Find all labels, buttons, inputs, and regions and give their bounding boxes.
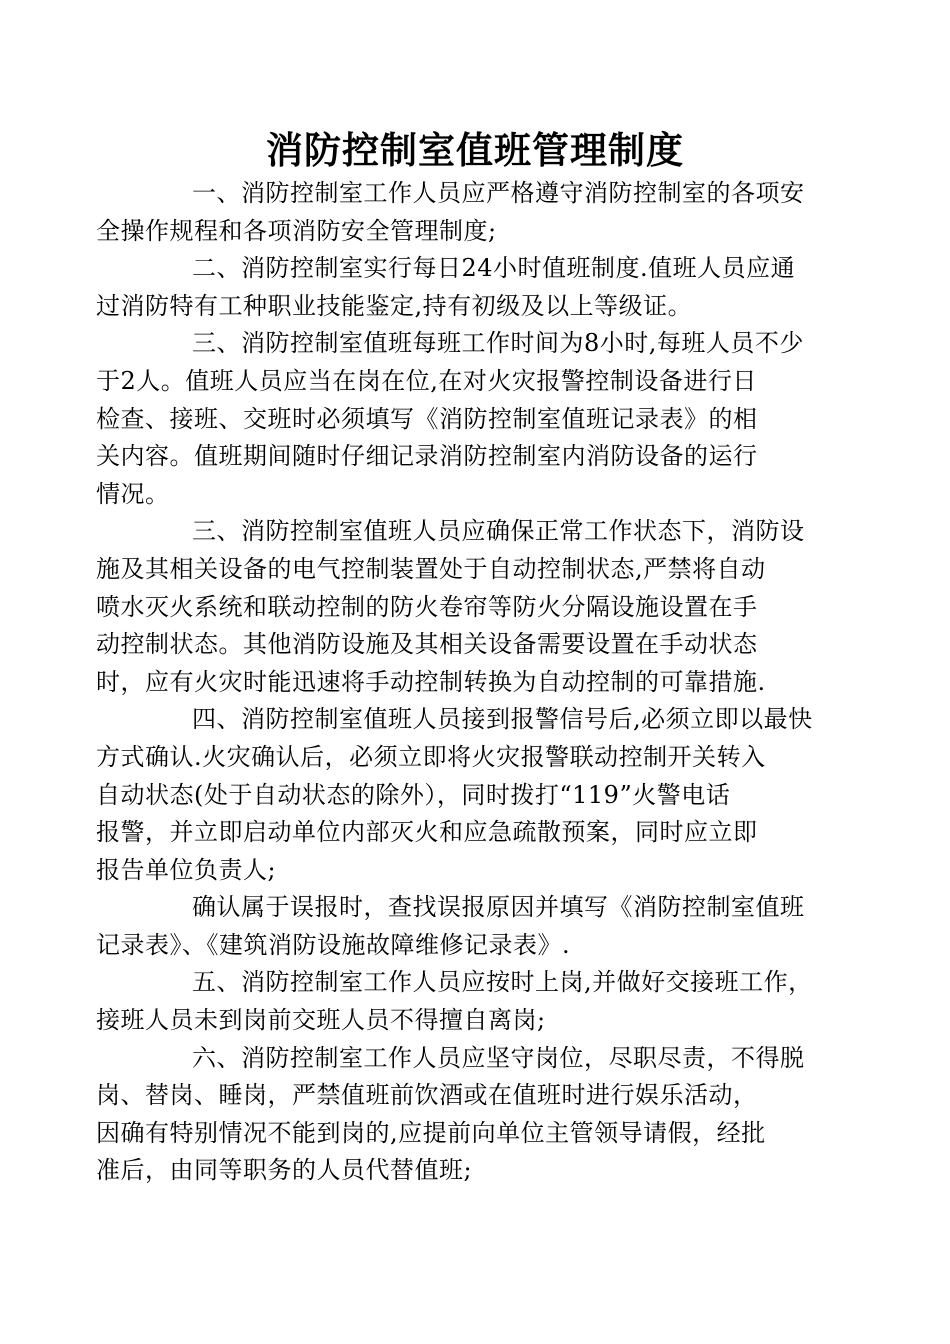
paragraph-line: 报告单位负责人; [96, 855, 277, 884]
paragraph-line: 一、消防控制室工作人员应严格遵守消防控制室的各项安 [192, 179, 805, 207]
paragraph [96, 250, 806, 325]
document-title: 消防控制室值班管理制度 [266, 129, 684, 172]
paragraph-line: 全操作规程和各项消防安全管理制度; [96, 216, 497, 245]
paragraph-line: 五、消防控制室工作人员应按时上岗,并做好交接班工作， [192, 968, 813, 997]
paragraph [96, 175, 806, 250]
paragraph-line: 方式确认.火灾确认后，必须立即将火灾报警联动控制开关转入 [96, 742, 766, 771]
paragraph [96, 325, 806, 513]
paragraph-line: 动控制状态。其他消防设施及其相关设备需要设置在手动状态 [96, 630, 758, 659]
paragraph-line: 因确有特别情况不能到岗的,应提前向单位主管领导请假，经批 [96, 1118, 766, 1147]
paragraph-line: 四、消防控制室值班人员接到报警信号后,必须立即以最快 [192, 705, 813, 734]
paragraph [96, 889, 806, 964]
paragraph-line: 施及其相关设备的电气控制装置处于自动控制状态,严禁将自动 [96, 554, 766, 583]
paragraph [96, 513, 806, 701]
paragraph-line: 六、消防控制室工作人员应坚守岗位，尽职尽责，不得脱 [192, 1043, 805, 1072]
paragraph-line: 三、消防控制室值班每班工作时间为8小时,每班人员不少 [192, 329, 804, 358]
paragraph [96, 701, 813, 889]
paragraph-line: 于2人。值班人员应当在岗在位,在对火灾报警控制设备进行日 [96, 366, 757, 395]
paragraph-line: 过消防特有工种职业技能鉴定,持有初级及以上等级证。 [96, 291, 693, 320]
paragraph [96, 964, 813, 1039]
paragraph-line: 准后，由同等职务的人员代替值班; [96, 1156, 473, 1185]
paragraph-line: 时，应有火灾时能迅速将手动控制转换为自动控制的可靠措施. [96, 667, 766, 696]
paragraph-line: 关内容。值班期间随时仔细记录消防控制室内消防设备的运行 [96, 442, 758, 471]
paragraph-line: 情况。 [96, 479, 170, 508]
paragraph-line: 检查、接班、交班时必须填写《消防控制室值班记录表》的相 [96, 404, 758, 433]
paragraph-line: 二、消防控制室实行每日24小时值班制度.值班人员应通 [192, 254, 796, 283]
paragraph-line: 自动状态(处于自动状态的除外），同时拨打“119”火警电话 [96, 780, 731, 809]
paragraph-line: 岗、替岗、睡岗，严禁值班前饮酒或在值班时进行娱乐活动， [96, 1081, 758, 1110]
paragraph-line: 三、消防控制室值班人员应确保正常工作状态下，消防设 [192, 517, 805, 546]
paragraph-line: 喷水灭火系统和联动控制的防火卷帘等防火分隔设施设置在手 [96, 592, 758, 621]
paragraph-line: 确认属于误报时，查找误报原因并填写《消防控制室值班 [192, 893, 805, 922]
paragraph [96, 1040, 806, 1190]
document-body [96, 175, 813, 1190]
paragraph-line: 记录表》、《建筑消防设施故障维修记录表》. [96, 930, 571, 959]
paragraph-line: 接班人员未到岗前交班人员不得擅自离岗; [96, 1006, 546, 1035]
paragraph-line: 报警，并立即启动单位内部灭火和应急疏散预案，同时应立即 [96, 818, 758, 847]
